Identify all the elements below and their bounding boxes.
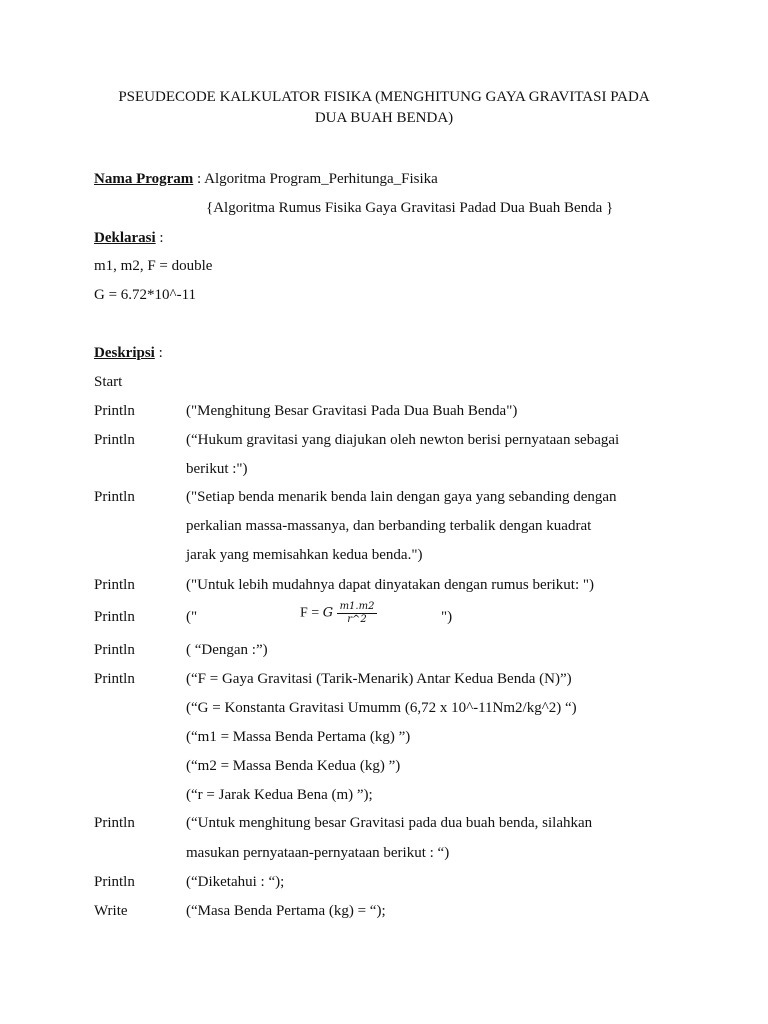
deklarasi-suffix: :: [155, 230, 164, 246]
formula-fraction: [337, 601, 378, 626]
row-keyword: Println: [94, 403, 135, 419]
row-keyword: Println: [94, 671, 135, 687]
row-text: (“F = Gaya Gravitasi (Tarik-Menarik) Antar Kedua Benda (N)”): [186, 671, 572, 687]
formula-g: G: [322, 605, 334, 621]
row-text: (“m2 = Massa Benda Kedua (kg) ”): [186, 758, 401, 774]
row-text: ("Untuk lebih mudahnya dapat dinyatakan dengan rumus berikut: "): [186, 577, 594, 593]
row-keyword: Println: [94, 642, 135, 658]
gravity-formula: [300, 601, 377, 631]
start-keyword: Start: [94, 374, 123, 390]
deklarasi-label: Deklarasi: [94, 230, 156, 246]
formula-lhs: F =: [300, 605, 323, 621]
nama-program-label: Nama Program: [94, 171, 194, 187]
row-text: (“Masa Benda Pertama (kg) = “);: [186, 903, 386, 919]
nama-program-comment: {Algoritma Rumus Fisika Gaya Gravitasi Padad Dua Buah Benda }: [206, 200, 614, 216]
row-keyword: Println: [94, 874, 135, 890]
row-keyword: Println: [94, 489, 135, 505]
row-text: (“Diketahui : “);: [186, 874, 285, 890]
row-text: perkalian massa-massanya, dan berbanding terbalik dengan kuadrat: [186, 518, 592, 534]
row-text: (“r = Jarak Kedua Bena (m) ”);: [186, 787, 373, 803]
row-text: ("Menghitung Besar Gravitasi Pada Dua Buah Benda"): [186, 403, 518, 419]
formula-denominator: r^2: [347, 614, 367, 625]
row-keyword: Println: [94, 577, 135, 593]
row-keyword: Write: [94, 903, 128, 919]
document-title-line-2: DUA BUAH BENDA): [314, 110, 454, 126]
row-text: (“G = Konstanta Gravitasi Umumm (6,72 x 10^-11Nm2/kg^2) “): [186, 700, 577, 716]
row-text: jarak yang memisahkan kedua benda."): [186, 547, 423, 563]
nama-program-value: : Algoritma Program_Perhitunga_Fisika: [193, 171, 438, 187]
deklarasi-heading: [94, 228, 164, 248]
row-keyword: Println: [94, 609, 135, 625]
nama-program-line: [94, 169, 438, 189]
row-text: masukan pernyataan-pernyataan berikut : “): [186, 845, 450, 861]
row-keyword: Println: [94, 815, 135, 831]
row-text: (": [186, 609, 198, 625]
formula-close: "): [441, 609, 453, 625]
deskripsi-heading: [94, 343, 163, 363]
deskripsi-suffix: :: [154, 345, 163, 361]
declaration-line: G = 6.72*10^-11: [94, 287, 197, 303]
row-text: (“Untuk menghitung besar Gravitasi pada dua buah benda, silahkan: [186, 815, 593, 831]
declaration-line: m1, m2, F = double: [94, 258, 213, 274]
document-title-line-1: PSEUDECODE KALKULATOR FISIKA (MENGHITUNG GAYA GRAVITASI PADA: [118, 89, 650, 105]
row-text: (“Hukum gravitasi yang diajukan oleh newton berisi pernyataan sebagai: [186, 432, 620, 448]
deskripsi-label: Deskripsi: [94, 345, 155, 361]
row-keyword: Println: [94, 432, 135, 448]
row-text: ("Setiap benda menarik benda lain dengan gaya yang sebanding dengan: [186, 489, 617, 505]
formula-numerator: m1.m2: [337, 601, 378, 614]
row-text: ( “Dengan :”): [186, 642, 268, 658]
row-text: berikut :"): [186, 461, 248, 477]
row-text: (“m1 = Massa Benda Pertama (kg) ”): [186, 729, 411, 745]
